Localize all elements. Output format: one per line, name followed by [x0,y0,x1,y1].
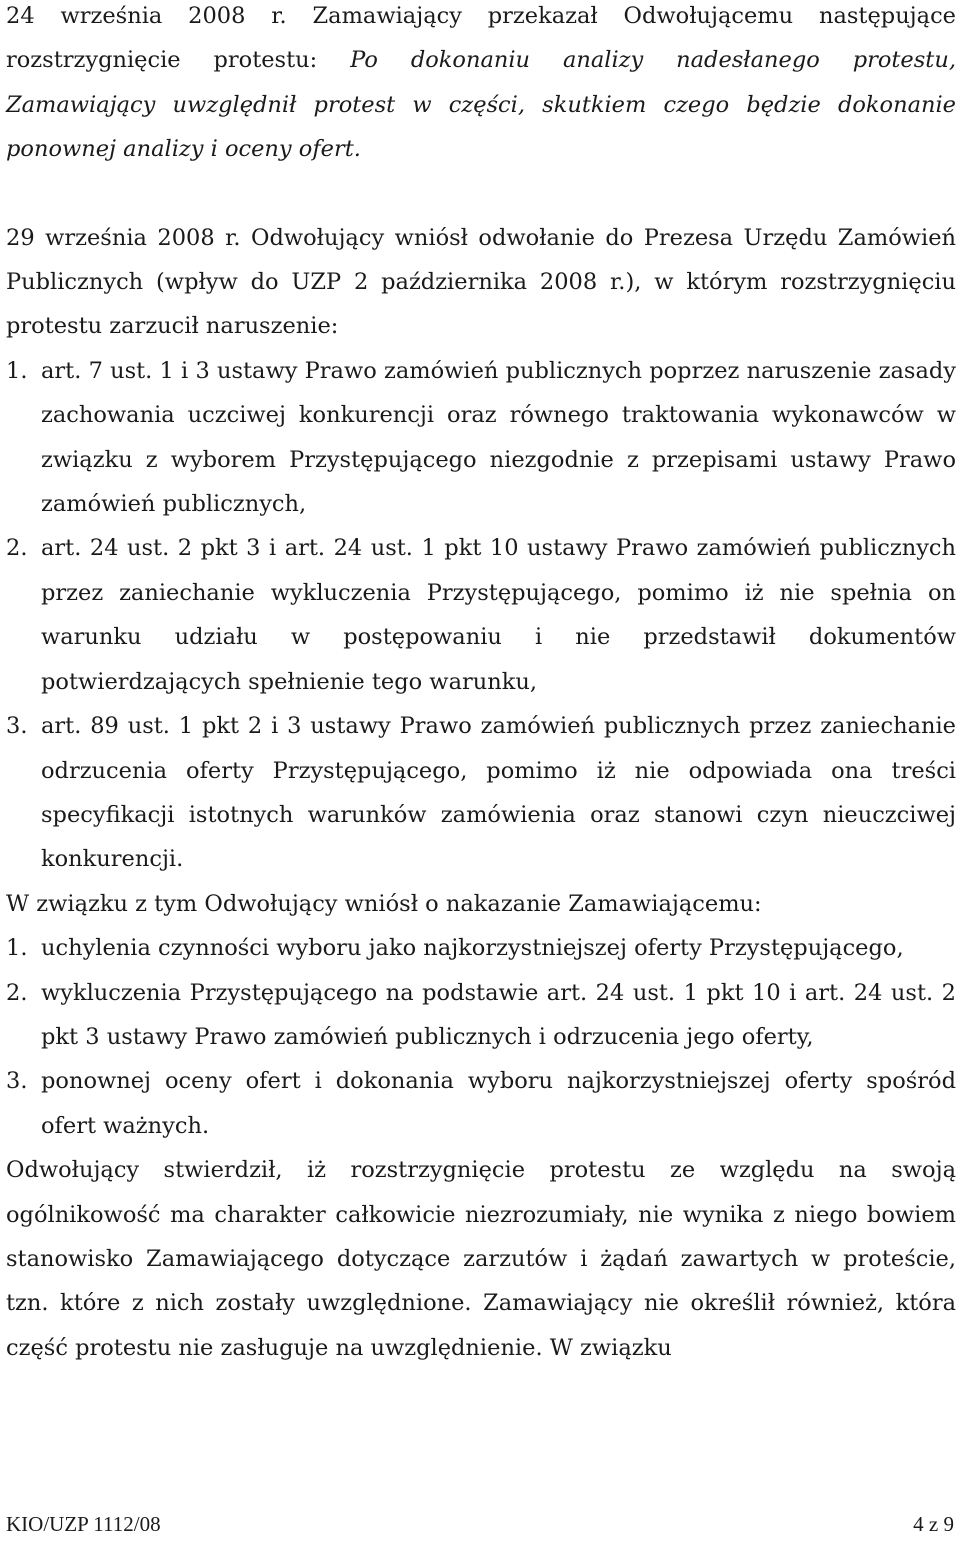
list-text: wykluczenia Przystępującego na podstawie art. 24 ust. 1 pkt 10 i art. 24 ust. 2 pkt 3 ustawy Prawo zamówień publicznych i odrzucenia jego oferty, [41,979,956,1050]
list-item [6,704,956,882]
list-item [6,349,956,527]
list-number: 2. [6,979,28,1006]
list-text: uchylenia czynności wyboru jako najkorzystniejszej oferty Przystępującego, [41,935,904,962]
page-number: 4 z 9 [913,1512,954,1536]
quoted-resolution: Po dokonaniu analizy nadesłanego protestu, Zamawiający uwzględnił protest w części, skutkiem czego będzie dokonanie ponownej analizy i oceny ofert. [6,47,956,163]
paragraph-protest-resolution [6,0,956,172]
spacer [6,172,956,216]
list-text: art. 24 ust. 2 pkt 3 i art. 24 ust. 1 pkt 10 ustawy Prawo zamówień publicznych przez zaniechanie wykluczenia Przystępującego, pomimo iż nie spełnia on warunku udziału w postępowaniu i nie przedstawił dokumentów potwierdzających spełnienie tego warunku, [41,535,956,695]
list-text: ponownej oceny ofert i dokonania wyboru najkorzystniejszej oferty spośród ofert ważnych. [41,1068,956,1139]
page-footer [6,1512,954,1536]
list-number: 3. [6,713,28,740]
requests-list [6,926,956,1148]
paragraph-appellant-statement: Odwołujący stwierdził, iż rozstrzygnięcie protestu ze względu na swoją ogólnikowość ma charakter całkowicie niezrozumiały, nie wynika z niego bowiem stanowisko Zamawiającego dotyczące zarzutów i żądań zawartych w proteście, tzn. które z nich zostały uwzględnione. Zamawiający nie określił również, która część protestu nie zasługuje na uwzględnienie. W związku [6,1157,956,1361]
list-text: art. 7 ust. 1 i 3 ustawy Prawo zamówień publicznych poprzez naruszenie zasady zachowania uczciwej konkurencji oraz równego traktowania wykonawców w związku z wyborem Przystępującego niezgodnie z przepisami ustawy Prawo zamówień publicznych, [41,357,956,518]
list-number: 3. [6,1068,28,1095]
paragraph-appeal: 29 września 2008 r. Odwołujący wniósł odwołanie do Prezesa Urzędu Zamówień Publicznych (wpływ do UZP 2 października 2008 r.), w którym rozstrzygnięciu protestu zarzucił naruszenie: [6,224,956,340]
paragraph-text: 24 września 2008 r. Zamawiający przekazał Odwołującemu następujące rozstrzygnięcie protestu: [6,3,956,74]
list-number: 1. [6,935,28,962]
list-item [6,1059,956,1148]
list-item [6,971,956,1060]
list-item [6,926,956,970]
list-item [6,526,956,704]
list-number: 1. [6,357,28,384]
list-text: art. 89 ust. 1 pkt 2 i 3 ustawy Prawo zamówień publicznych przez zaniechanie odrzucenia oferty Przystępującego, pomimo iż nie odpowiada ona treści specyfikacji istotnych warunków zamówienia oraz stanowi czyn nieuczciwej konkurencji. [41,713,956,873]
list-number: 2. [6,535,28,562]
case-number: KIO/UZP 1112/08 [6,1512,161,1536]
paragraph-requests-intro: W związku z tym Odwołujący wniósł o nakazanie Zamawiającemu: [6,890,762,917]
document-page [6,0,956,1370]
violations-list [6,349,956,882]
